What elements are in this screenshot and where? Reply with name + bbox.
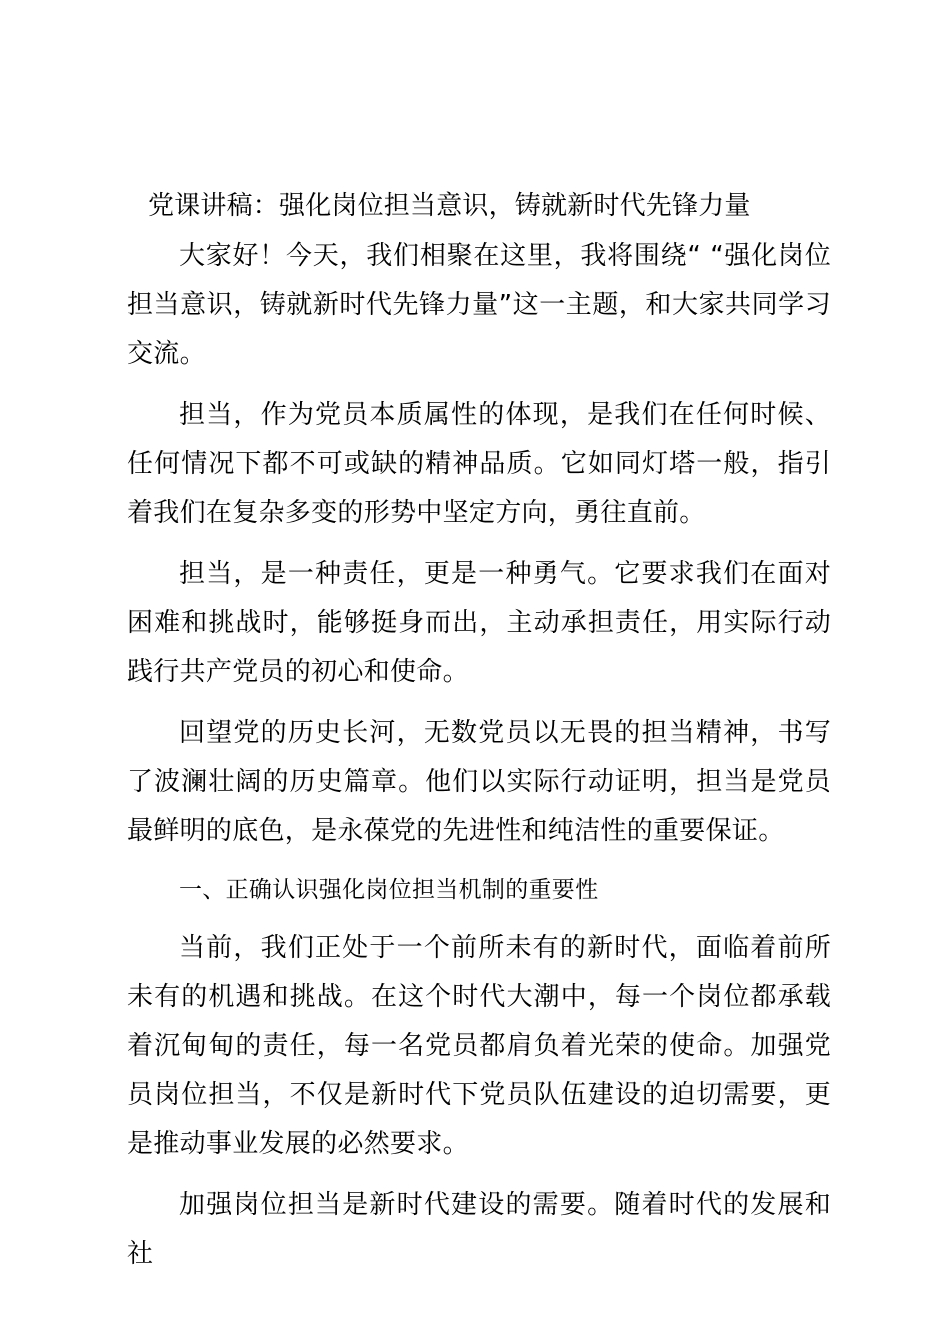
paragraph-party-history: 回望党的历史长河，无数党员以无畏的担当精神，书写了波澜壮阔的历史篇章。他们以实际行动证明，担当是党员最鲜明的底色，是永葆党的先进性和纯洁性的重要保证。 xyxy=(127,718,831,846)
paragraph-new-era: 当前，我们正处于一个前所未有的新时代，面临着前所未有的机遇和挑战。在这个时代大潮中，每一个岗位都承载着沉甸甸的责任，每一名党员都肩负着光荣的使命。加强党员岗位担当，不仅是新时代下党员队伍建设的迫切需要，更是推动事业发展的必然要求。 xyxy=(127,933,831,1159)
paragraph-responsibility-courage: 担当，是一种责任，更是一种勇气。它要求我们在面对困难和挑战时，能够挺身而出，主动承担责任，用实际行动践行共产党员的初心和使命。 xyxy=(127,559,831,687)
document-body xyxy=(127,232,831,1291)
paragraph-responsibility-essence: 担当，作为党员本质属性的体现，是我们在任何时候、任何情况下都不可或缺的精神品质。它如同灯塔一般，指引着我们在复杂多变的形势中坚定方向，勇往直前。 xyxy=(127,400,831,528)
paragraph-new-era-construction: 加强岗位担当是新时代建设的需要。随着时代的发展和社 xyxy=(127,1190,831,1269)
document-title: 党课讲稿：强化岗位担当意识，铸就新时代先锋力量 xyxy=(148,191,751,221)
section-heading: 一、正确认识强化岗位担当机制的重要性 xyxy=(179,877,599,903)
paragraph-greeting: 大家好！今天，我们相聚在这里，我将围绕“ “强化岗位担当意识，铸就新时代先锋力量”这一主题，和大家共同学习交流。 xyxy=(127,241,831,369)
